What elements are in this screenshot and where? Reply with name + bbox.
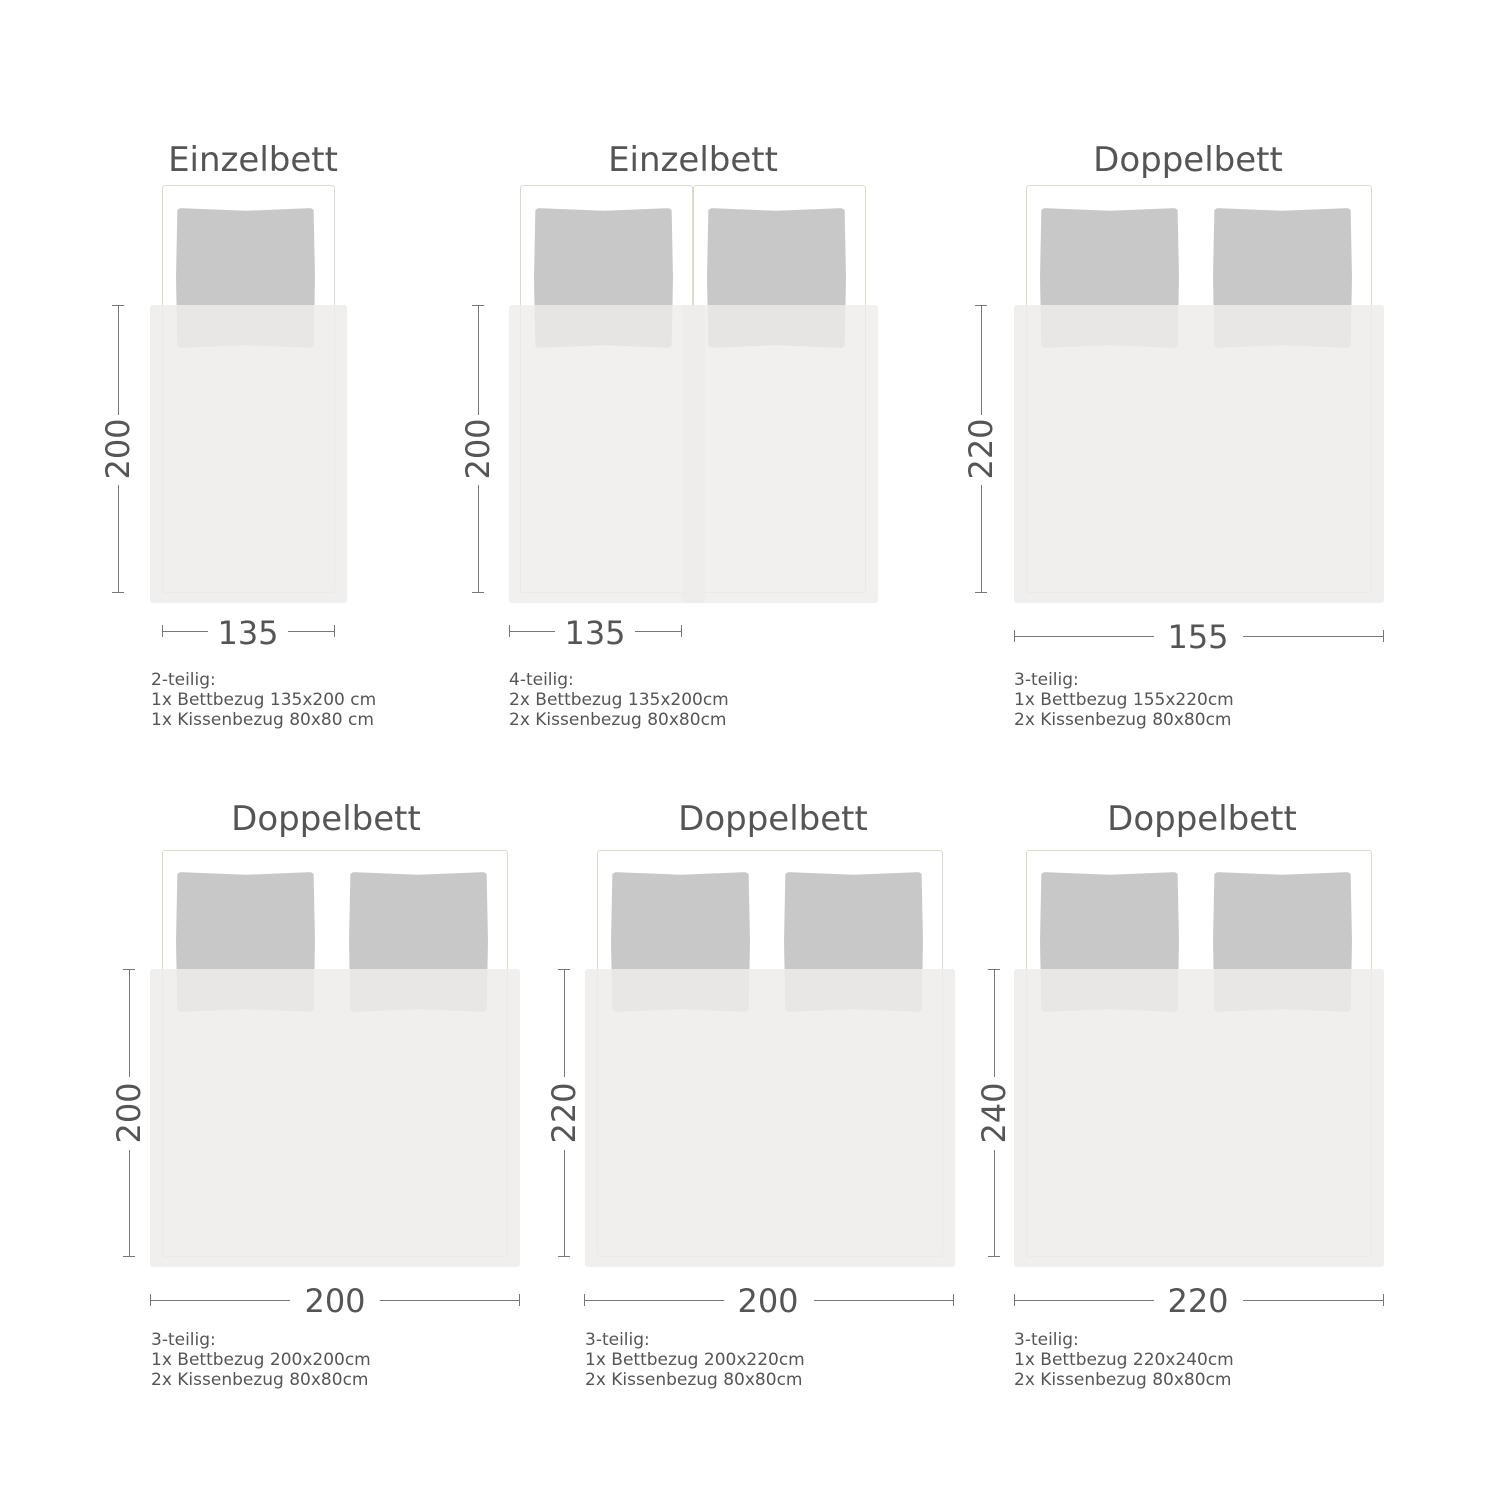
pillow-cover-size: 2x Kissenbezug 80x80cm <box>1014 1370 1232 1390</box>
bed-title: Doppelbett <box>1093 140 1283 180</box>
width-label: 200 <box>737 1282 799 1320</box>
pillow-cover-size: 2x Kissenbezug 80x80cm <box>151 1370 369 1390</box>
height-tick-bottom <box>975 592 987 593</box>
duvet <box>585 969 955 1267</box>
duvet-left <box>509 305 705 603</box>
width-line-right <box>814 1300 953 1301</box>
duvet <box>1014 969 1384 1267</box>
set-description <box>1014 1330 1234 1390</box>
height-tick-bottom <box>558 1256 570 1257</box>
width-tick-right <box>334 625 335 637</box>
width-line-right <box>1243 636 1383 637</box>
height-tick-bottom <box>988 1256 1000 1257</box>
height-label: 200 <box>459 418 497 480</box>
bed-title: Doppelbett <box>231 799 421 839</box>
pillow-cover-size: 2x Kissenbezug 80x80cm <box>585 1370 803 1390</box>
width-tick-right <box>681 625 682 637</box>
height-line-top <box>981 305 982 415</box>
width-line-left <box>1014 1300 1154 1301</box>
height-line-top <box>564 969 565 1077</box>
height-line-top <box>994 969 995 1077</box>
bed-title: Einzelbett <box>168 140 338 180</box>
bed-title: Doppelbett <box>678 799 868 839</box>
duvet-cover-size: 1x Bettbezug 200x220cm <box>585 1350 805 1370</box>
set-description <box>151 670 376 730</box>
width-label: 220 <box>1167 1282 1229 1320</box>
height-label: 220 <box>545 1082 583 1144</box>
set-pieces: 4-teilig: <box>509 670 574 690</box>
height-label: 200 <box>99 418 137 480</box>
height-line-top <box>129 969 130 1077</box>
height-label: 220 <box>962 418 1000 480</box>
duvet-cover-size: 1x Bettbezug 220x240cm <box>1014 1350 1234 1370</box>
height-line-bottom <box>994 1150 995 1257</box>
height-label: 240 <box>975 1082 1013 1144</box>
width-tick-right <box>519 1294 520 1306</box>
set-description <box>1014 670 1234 730</box>
set-description <box>585 1330 805 1390</box>
set-pieces: 2-teilig: <box>151 670 216 690</box>
pillow-cover-size: 2x Kissenbezug 80x80cm <box>509 710 727 730</box>
width-label: 155 <box>1167 618 1229 656</box>
bed-title: Einzelbett <box>608 140 778 180</box>
width-line-left <box>162 631 208 632</box>
width-line-right <box>1243 1300 1383 1301</box>
duvet-right <box>682 305 878 603</box>
duvet-cover-size: 2x Bettbezug 135x200cm <box>509 690 729 710</box>
duvet <box>150 305 347 603</box>
width-tick-right <box>1383 630 1384 642</box>
height-tick-bottom <box>472 592 484 593</box>
height-tick-bottom <box>123 1256 135 1257</box>
width-label: 135 <box>217 614 279 652</box>
height-tick-bottom <box>112 592 124 593</box>
height-line-bottom <box>981 485 982 593</box>
width-line-left <box>1014 636 1154 637</box>
width-line-left <box>584 1300 724 1301</box>
set-pieces: 3-teilig: <box>1014 670 1079 690</box>
pillow-cover-size: 1x Kissenbezug 80x80 cm <box>151 710 374 730</box>
width-line-right <box>380 1300 519 1301</box>
width-line-right <box>635 631 682 632</box>
height-label: 200 <box>110 1082 148 1144</box>
duvet <box>150 969 520 1267</box>
width-line-left <box>509 631 555 632</box>
duvet-cover-size: 1x Bettbezug 200x200cm <box>151 1350 371 1370</box>
height-line-top <box>118 305 119 415</box>
width-tick-right <box>953 1294 954 1306</box>
height-line-top <box>478 305 479 415</box>
bed-title: Doppelbett <box>1107 799 1297 839</box>
width-tick-right <box>1383 1294 1384 1306</box>
height-line-bottom <box>129 1150 130 1257</box>
width-line-right <box>288 631 335 632</box>
set-description <box>151 1330 371 1390</box>
width-line-left <box>150 1300 290 1301</box>
height-line-bottom <box>564 1150 565 1257</box>
pillow-cover-size: 2x Kissenbezug 80x80cm <box>1014 710 1232 730</box>
set-pieces: 3-teilig: <box>585 1330 650 1350</box>
set-pieces: 3-teilig: <box>151 1330 216 1350</box>
height-line-bottom <box>478 485 479 593</box>
duvet-cover-size: 1x Bettbezug 155x220cm <box>1014 690 1234 710</box>
set-pieces: 3-teilig: <box>1014 1330 1079 1350</box>
duvet <box>1014 305 1384 603</box>
width-label: 135 <box>564 614 626 652</box>
height-line-bottom <box>118 485 119 593</box>
duvet-cover-size: 1x Bettbezug 135x200 cm <box>151 690 377 710</box>
width-label: 200 <box>304 1282 366 1320</box>
set-description <box>509 670 729 730</box>
